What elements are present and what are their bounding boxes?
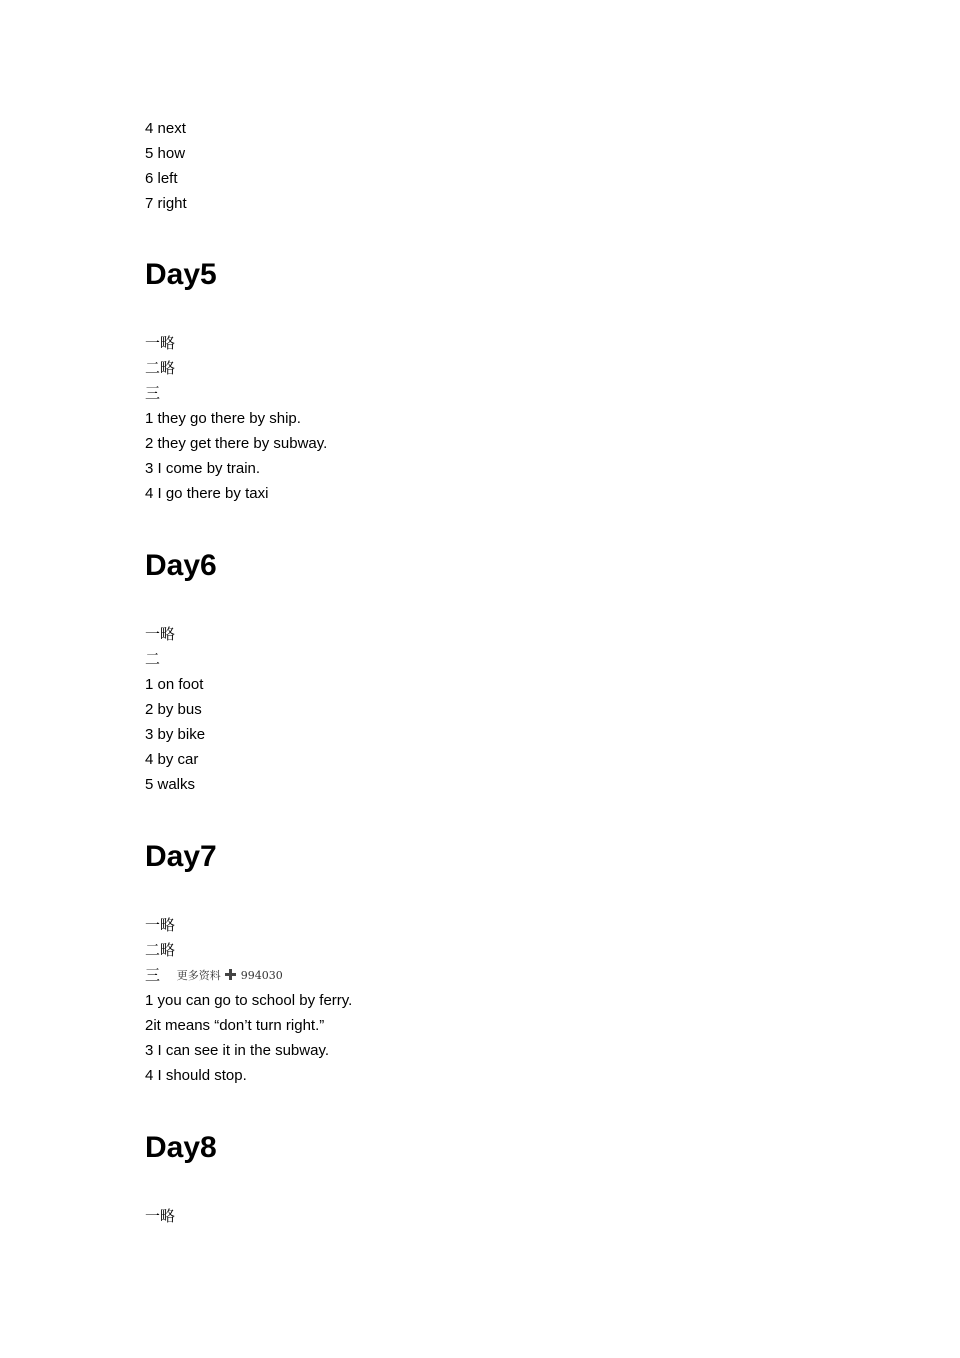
day6-answer: 1 on foot <box>145 676 204 693</box>
day6-heading: Day6 <box>145 549 217 582</box>
day7-answer: 1 you can go to school by ferry. <box>145 992 353 1009</box>
day5-heading: Day5 <box>145 258 217 291</box>
day8-heading: Day8 <box>145 1131 217 1164</box>
resource-note-number: 994030 <box>240 969 283 982</box>
day6-answer: 5 walks <box>145 776 196 793</box>
day7-answer: 2it means “don’t turn right.” <box>145 1017 325 1034</box>
list-item: 4 next <box>145 120 186 137</box>
day6-answer: 2 by bus <box>145 701 202 718</box>
day7-part3: 三 <box>145 966 161 984</box>
list-item: 6 left <box>145 170 178 187</box>
day6-part2: 二 <box>145 650 161 668</box>
day6-answer: 3 by bike <box>145 726 206 743</box>
plus-icon <box>225 969 236 980</box>
day5-part2: 二略 <box>145 359 176 377</box>
day7-answer: 3 I can see it in the subway. <box>145 1042 329 1059</box>
day5-answer: 3 I come by train. <box>145 460 261 477</box>
day6-part1: 一略 <box>145 625 176 643</box>
day7-answer: 4 I should stop. <box>145 1067 247 1084</box>
resource-note-text: 更多资料 <box>176 969 221 982</box>
day8-part1: 一略 <box>145 1207 176 1225</box>
day5-part1: 一略 <box>145 334 176 352</box>
list-item: 5 how <box>145 145 186 162</box>
day6-answer: 4 by car <box>145 751 199 768</box>
day5-answer: 1 they go there by ship. <box>145 410 301 427</box>
day5-answer: 4 I go there by taxi <box>145 485 269 502</box>
day5-answer: 2 they get there by subway. <box>145 435 328 452</box>
day7-part3-row <box>145 965 283 986</box>
day7-heading: Day7 <box>145 840 217 873</box>
day5-part3: 三 <box>145 384 161 402</box>
day7-part1: 一略 <box>145 916 176 934</box>
day7-part2: 二略 <box>145 941 176 959</box>
list-item: 7 right <box>145 195 187 212</box>
resource-note <box>177 966 283 986</box>
